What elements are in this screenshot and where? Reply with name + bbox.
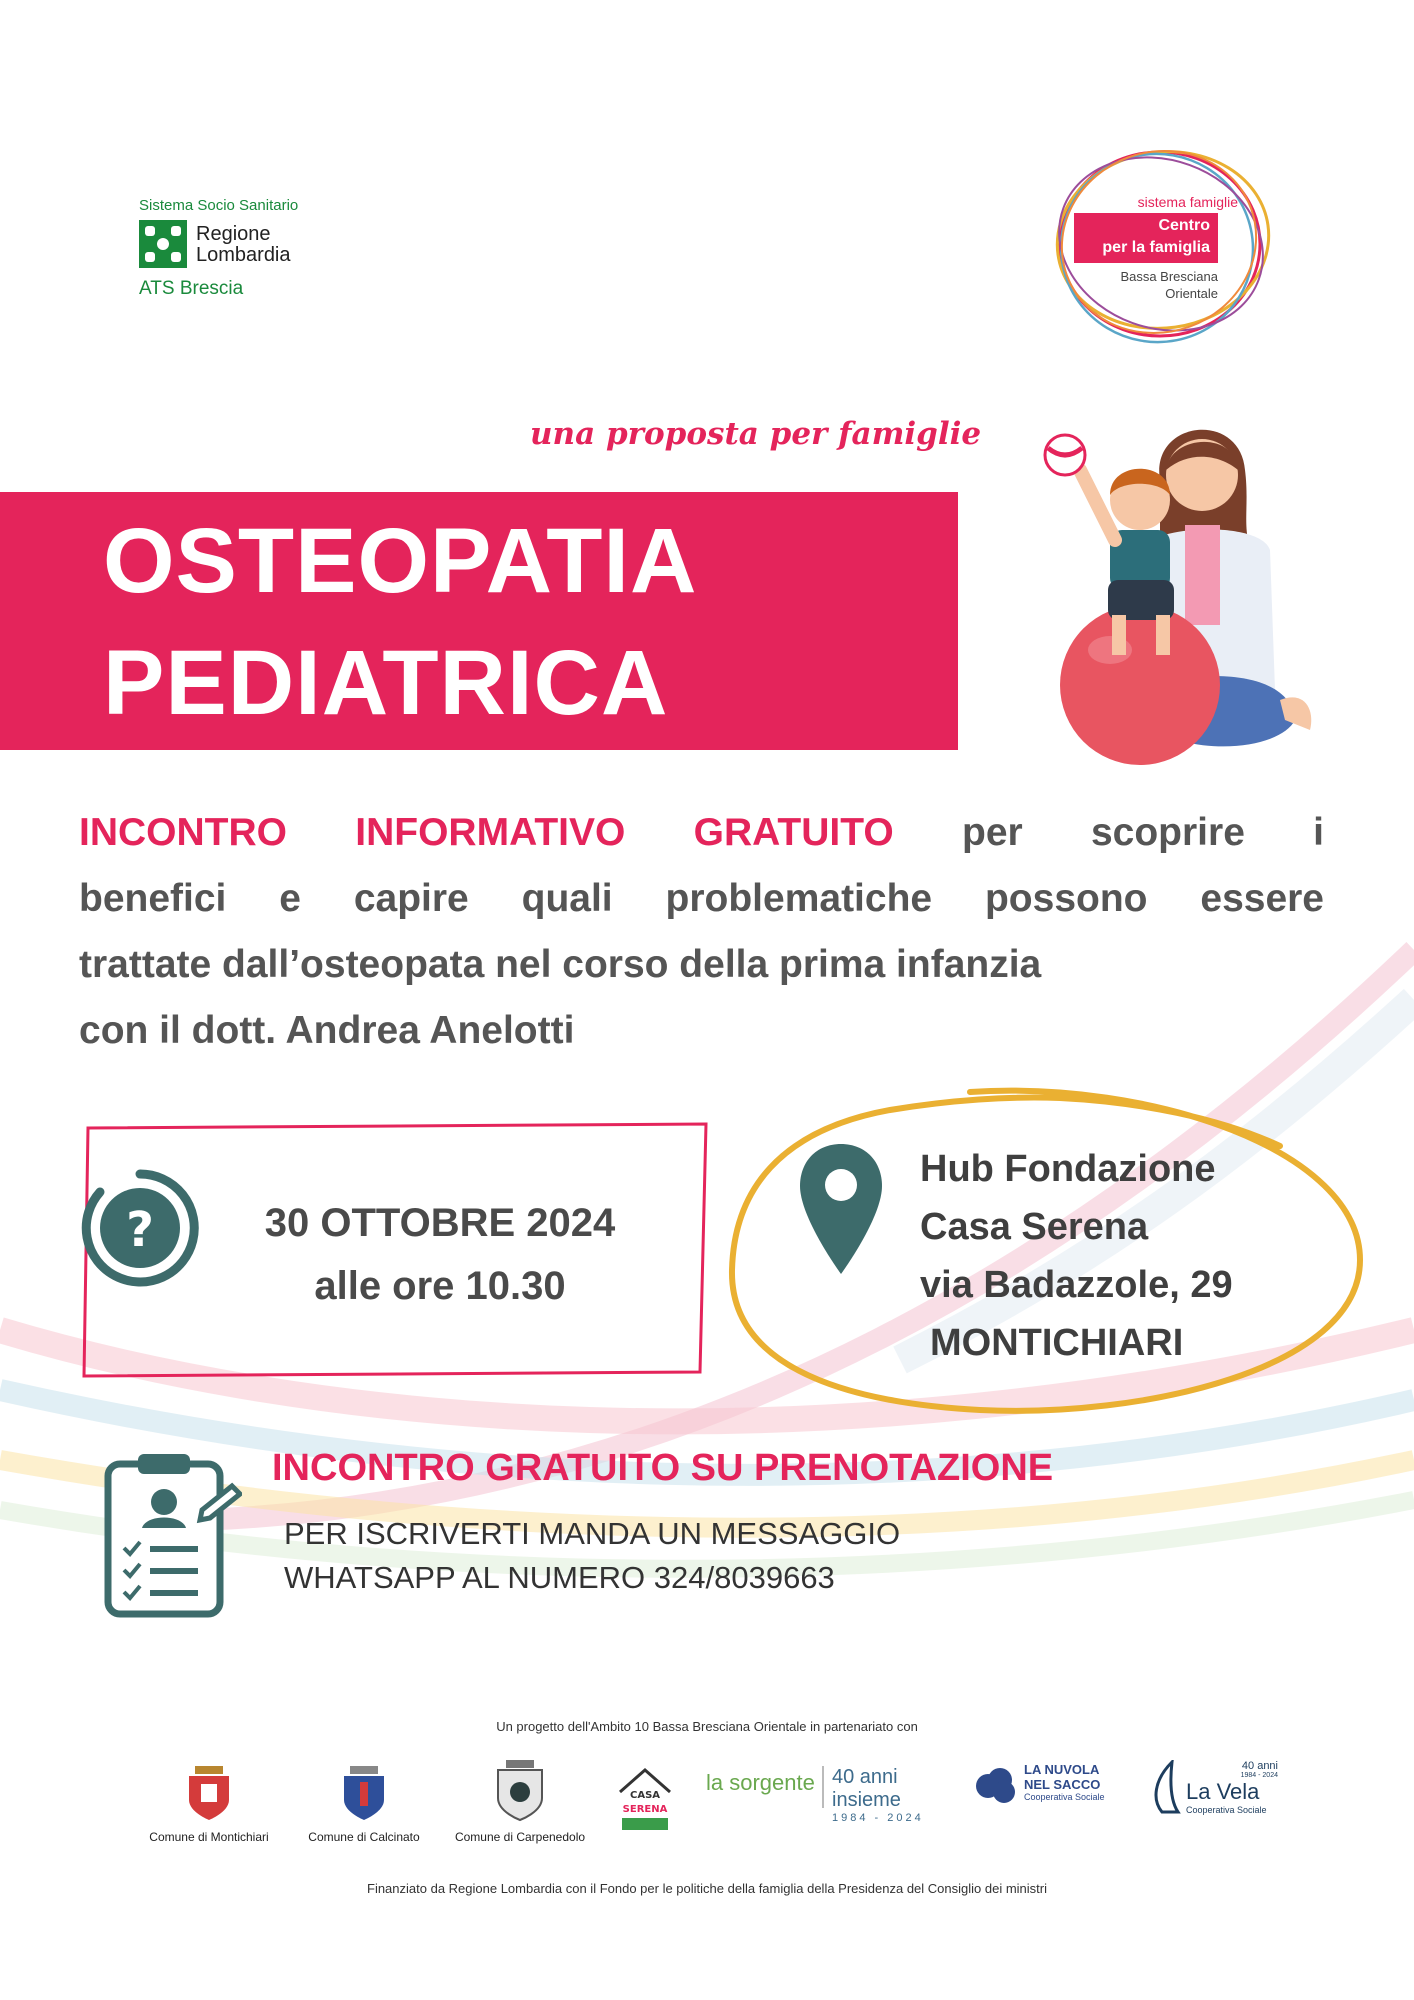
calcinato-crest-icon bbox=[340, 1764, 388, 1822]
partner-montichiari-label: Comune di Montichiari bbox=[149, 1830, 269, 1844]
proposal-tagline: una proposta per famiglie bbox=[530, 416, 982, 452]
centro-sistema-label: sistema famiglie bbox=[1137, 194, 1238, 210]
description-line2: benefici e capire quali problematiche possono essere bbox=[79, 877, 1324, 920]
partner-la-nuvola bbox=[972, 1762, 1132, 1808]
partner-la-vela bbox=[1148, 1760, 1278, 1816]
centro-badge-line1: Centro bbox=[1158, 217, 1210, 234]
montichiari-crest-icon bbox=[185, 1764, 233, 1822]
la-vela-40: 40 anni bbox=[1241, 1760, 1278, 1772]
event-datetime bbox=[200, 1192, 680, 1318]
regione-name bbox=[196, 224, 291, 266]
description-highlight: INCONTRO INFORMATIVO GRATUITO bbox=[79, 811, 894, 854]
project-note: Un progetto dell'Ambito 10 Bassa Bresciana Orientale in partenariato con bbox=[496, 1719, 918, 1734]
booking-line1: PER ISCRIVERTI MANDA UN MESSAGGIO bbox=[284, 1516, 901, 1551]
osteopath-child-illustration bbox=[1040, 400, 1320, 770]
description-line1-rest: per scoprire i bbox=[962, 811, 1325, 854]
nuvola-line2: NEL SACCO bbox=[1024, 1777, 1101, 1792]
nuvola-line1: LA NUVOLA bbox=[1024, 1762, 1100, 1777]
partner-casa-serena bbox=[614, 1762, 676, 1835]
centro-area-line2: Orientale bbox=[1165, 286, 1218, 301]
nuvola-sub: Cooperativa Sociale bbox=[1024, 1792, 1105, 1802]
event-location bbox=[920, 1140, 1233, 1372]
page-title bbox=[103, 500, 697, 744]
nuvola-cloud-icon bbox=[972, 1762, 1018, 1808]
ats-brescia-label: ATS Brescia bbox=[139, 278, 244, 299]
title-line1: OSTEOPATIA bbox=[103, 510, 698, 612]
la-vela-name: La Vela bbox=[1186, 1779, 1260, 1804]
description-line3: trattate dall’osteopata nel corso della prima infanzia bbox=[79, 943, 1042, 986]
event-description bbox=[79, 800, 1324, 1064]
regione-small-label: Sistema Socio Sanitario bbox=[139, 197, 299, 214]
svg-text:SERENA: SERENA bbox=[622, 1804, 668, 1815]
place-line3: via Badazzole, 29 bbox=[920, 1264, 1233, 1306]
description-line4: con il dott. Andrea Anelotti bbox=[79, 1009, 575, 1052]
event-date: 30 OTTOBRE 2024 bbox=[264, 1201, 616, 1245]
booking-instructions bbox=[284, 1512, 900, 1600]
event-time: alle ore 10.30 bbox=[314, 1264, 566, 1308]
place-line4: MONTICHIARI bbox=[930, 1322, 1184, 1364]
forty-anni-years: 1984 - 2024 bbox=[832, 1812, 924, 1824]
partner-40-anni bbox=[832, 1766, 952, 1824]
description-line1 bbox=[79, 800, 1324, 866]
centro-badge bbox=[1074, 213, 1218, 263]
forty-anni-text: 40 anni insieme bbox=[832, 1766, 901, 1811]
map-pin-icon bbox=[796, 1140, 886, 1280]
centro-area-line1: Bassa Bresciana bbox=[1120, 269, 1218, 284]
la-vela-sail-icon bbox=[1148, 1760, 1182, 1816]
la-vela-years: 1984 - 2024 bbox=[1240, 1772, 1278, 1779]
centro-badge-line2: per la famiglia bbox=[1102, 239, 1210, 256]
booking-line2: WHATSAPP AL NUMERO 324/8039663 bbox=[284, 1560, 835, 1595]
carpenedolo-crest-icon bbox=[494, 1758, 546, 1822]
clock-question-icon bbox=[80, 1168, 200, 1288]
booking-heading: INCONTRO GRATUITO SU PRENOTAZIONE bbox=[272, 1447, 1054, 1489]
partner-carpenedolo-label: Comune di Carpenedolo bbox=[454, 1830, 586, 1844]
regione-lombardia-logo-icon bbox=[139, 220, 187, 268]
centro-area-label bbox=[1070, 268, 1218, 302]
regione-name-line2: Lombardia bbox=[196, 244, 291, 266]
la-sorgente-logo-text: la sorgente bbox=[706, 1770, 815, 1795]
partner-calcinato-label: Comune di Calcinato bbox=[308, 1830, 420, 1844]
partner-calcinato bbox=[294, 1764, 434, 1844]
regione-name-line1: Regione bbox=[196, 223, 271, 245]
casa-serena-logo-icon bbox=[614, 1762, 676, 1832]
title-line2: PEDIATRICA bbox=[103, 632, 669, 734]
place-line2: Casa Serena bbox=[920, 1206, 1149, 1248]
clipboard-icon bbox=[102, 1450, 242, 1620]
funding-note: Finanziato da Regione Lombardia con il Fondo per le politiche della famiglia della Presidenza del Consiglio dei ministri bbox=[367, 1881, 1047, 1896]
partner-divider bbox=[822, 1766, 824, 1808]
la-vela-sub: Cooperativa Sociale bbox=[1186, 1805, 1267, 1815]
svg-text:?: ? bbox=[126, 1202, 154, 1258]
partner-montichiari bbox=[134, 1764, 284, 1844]
place-line1: Hub Fondazione bbox=[920, 1148, 1216, 1190]
partner-carpenedolo bbox=[440, 1758, 600, 1844]
svg-text:CASA: CASA bbox=[629, 1790, 661, 1801]
partner-la-sorgente bbox=[706, 1770, 816, 1796]
